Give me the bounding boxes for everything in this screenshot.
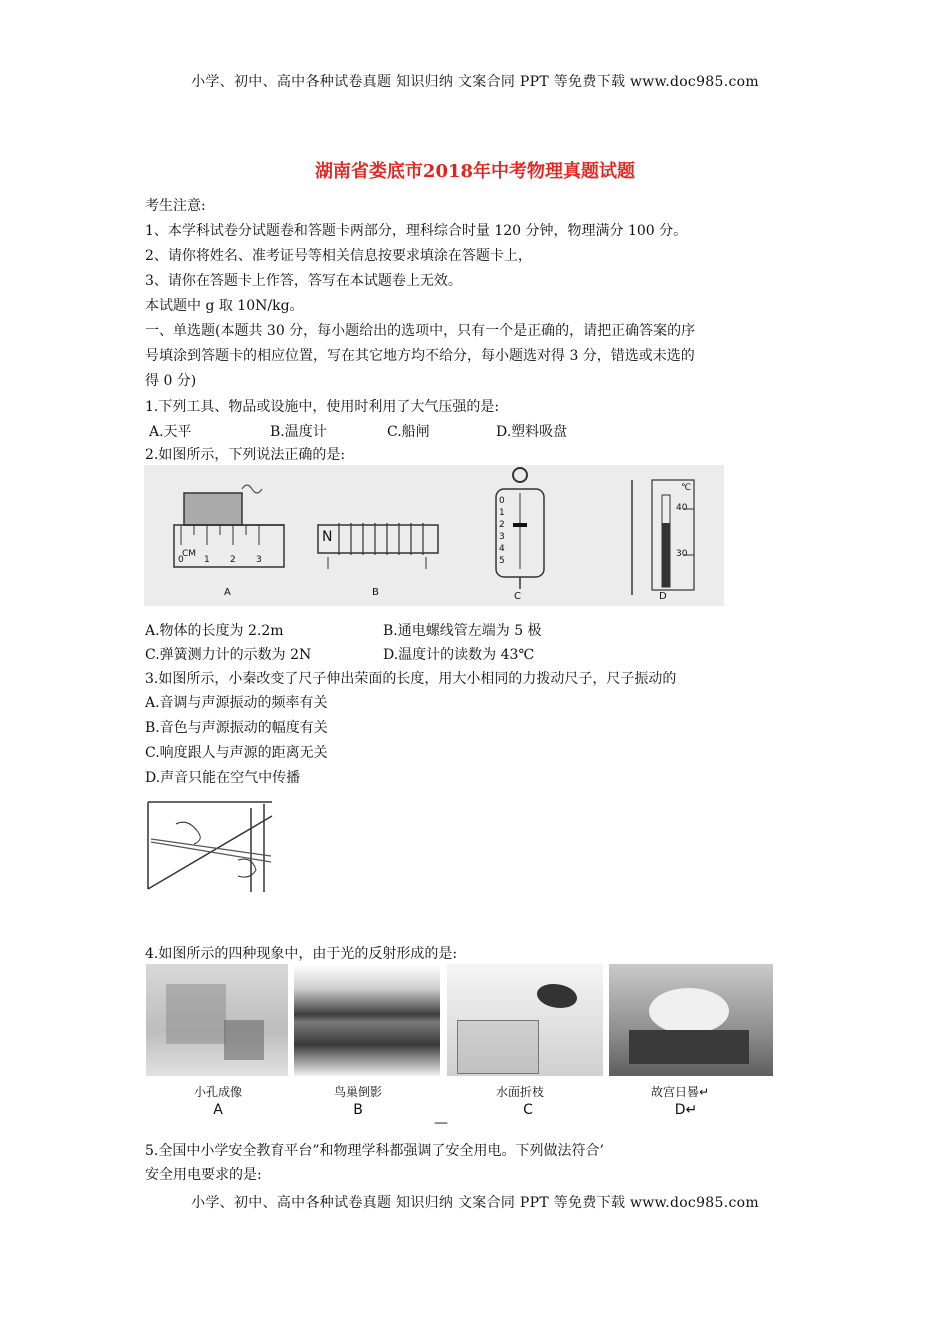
q2-option-b: B.通电螺线管左端为 5 极: [383, 623, 542, 639]
thermo-unit: ℃: [681, 483, 692, 493]
q5-line: 安全用电要求的是:: [145, 1167, 262, 1183]
notice-item: 1、本学科试卷分试题卷和答题卡两部分，理科综合时量 120 分钟，物理满分 100 分。: [145, 223, 688, 239]
notice-item: 3、请你在答题卡上作答，答写在本试题卷上无效。: [145, 273, 462, 289]
q4-letter-c: C: [523, 1102, 533, 1118]
q2-stem: 2.如图所示，下列说法正确的是:: [145, 447, 346, 463]
q1-option-c: C.船闸: [387, 424, 430, 440]
q2-figure-drawing: [144, 465, 724, 606]
q4-letter-d: D↵: [674, 1102, 698, 1118]
fig-label-d: D: [659, 591, 667, 602]
q3-option-d: D.声音只能在空气中传播: [145, 770, 301, 786]
q2-option-a: A.物体的长度为 2.2m: [145, 623, 284, 639]
q1-option-a: A.天平: [149, 424, 192, 440]
section-heading: 号填涂到答题卡的相应位置，写在其它地方均不给分，每小题选对得 3 分，错选或未选的: [145, 348, 695, 364]
coil-pole-label: N: [322, 529, 333, 545]
fig-label-b: B: [372, 587, 379, 598]
q2-figure: [144, 465, 724, 606]
section-heading: 一、单选题(本题共 30 分，每小题给出的选项中，只有一个是正确的，请把正确答案的序: [145, 323, 696, 339]
ruler-tick: 2: [230, 555, 236, 565]
q4-photo-a: [146, 964, 288, 1076]
ruler-tick: 0: [178, 555, 184, 565]
q4-caption-c: 水面折枝: [495, 1085, 544, 1099]
section-heading: 得 0 分): [145, 373, 197, 389]
ruler-unit: CM: [182, 549, 197, 559]
q4-caption-a: 小孔成像: [193, 1085, 242, 1099]
q4-photo-b: [294, 964, 440, 1076]
q3-stem: 3.如图所示，小秦改变了尺子伸出荣面的长度，用大小相同的力拨动尺子，尺子振动的: [145, 671, 677, 687]
q4-photo-c: [447, 964, 603, 1076]
q4-dash: —: [434, 1115, 448, 1131]
q4-stem: 4.如图所示的四种现象中，由于光的反射形成的是:: [145, 946, 458, 962]
q1-stem: 1.下列工具、物品或设施中，使用时利用了大气压强的是:: [145, 399, 500, 415]
page-footer: 小学、初中、高中各种试卷真题 知识归纳 文案合同 PPT 等免费下载 www.doc985.com: [191, 1195, 759, 1211]
q4-letter-a: A: [213, 1102, 223, 1118]
q2-option-c: C.弹簧测力计的示数为 2N: [145, 647, 312, 663]
ruler-tick: 3: [256, 555, 262, 565]
fig-label-a: A: [224, 587, 231, 598]
q4-letter-b: B: [353, 1102, 363, 1118]
q5-line: 5.全国中小学安全教育平台”和物理学科都强调了安全用电。下列做法符合’: [145, 1143, 604, 1159]
q4-caption-d: 故宫日晷↵: [650, 1085, 710, 1099]
thermo-tick: 30: [676, 549, 688, 559]
q3-figure: [146, 794, 276, 894]
g-note: 本试题中 g 取 10N/kg。: [145, 298, 304, 314]
notice-heading: 考生注意:: [145, 198, 206, 214]
q3-option-a: A.音调与声源振动的频率有关: [145, 695, 328, 711]
ruler-tick: 1: [204, 555, 210, 565]
fig-label-c: C: [514, 591, 521, 602]
thermo-tick: 40: [676, 503, 688, 513]
page-header: 小学、初中、高中各种试卷真题 知识归纳 文案合同 PPT 等免费下载 www.doc985.com: [191, 74, 759, 90]
page-title: 湖南省娄底市2018年中考物理真题试题: [314, 161, 636, 182]
q1-option-d: D.塑料吸盘: [496, 424, 568, 440]
q3-option-b: B.音色与声源振动的幅度有关: [145, 720, 328, 736]
q1-option-b: B.温度计: [270, 424, 327, 440]
q3-option-c: C.响度跟人与声源的距离无关: [145, 745, 328, 761]
notice-item: 2、请你将姓名、准考证号等相关信息按要求填涂在答题卡上，: [145, 248, 532, 264]
spring-ticks: 0 1 2 3 4 5: [499, 496, 505, 566]
q4-caption-b: 鸟巢倒影: [333, 1085, 382, 1099]
q2-option-d: D.温度计的读数为 43℃: [383, 647, 535, 663]
q4-photo-d: [609, 964, 773, 1076]
